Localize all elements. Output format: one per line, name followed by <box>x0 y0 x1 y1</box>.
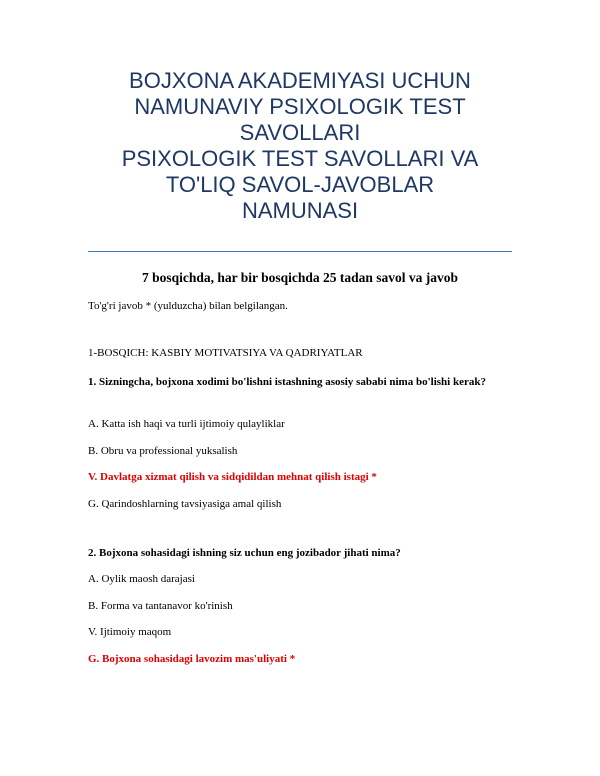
question-1-option-g: G. Qarindoshlarning tavsiyasiga amal qilish <box>88 498 282 510</box>
question-2-option-v: V. Ijtimoiy maqom <box>88 626 172 638</box>
title-line: SAVOLLARI <box>239 120 361 145</box>
title-divider <box>88 251 512 252</box>
question-2: 2. Bojxona sohasidagi ishning siz uchun eng jozibador jihati nima? <box>88 547 401 559</box>
question-1-option-b: B. Obru va professional yuksalish <box>88 445 238 457</box>
document-title <box>88 68 512 224</box>
title-line: TO'LIQ SAVOL-JAVOBLAR <box>165 172 435 197</box>
answer-key-note: To'g'ri javob * (yulduzcha) bilan belgilangan. <box>88 300 288 312</box>
question-1: 1. Sizningcha, bojxona xodimi bo'lishni istashning asosiy sababi nima bo'lishi kerak? <box>88 376 486 388</box>
subtitle: 7 bosqichda, har bir bosqichda 25 tadan savol va javob <box>141 270 459 285</box>
title-line: NAMUNASI <box>241 198 359 223</box>
question-1-option-v-correct: V. Davlatga xizmat qilish va sidqidildan mehnat qilish istagi * <box>88 471 377 483</box>
question-2-option-g-correct: G. Bojxona sohasidagi lavozim mas'uliyati * <box>88 653 296 665</box>
title-line: NAMUNAVIY PSIXOLOGIK TEST <box>134 94 466 119</box>
question-2-option-a: A. Oylik maosh darajasi <box>88 573 195 585</box>
question-1-option-a: A. Katta ish haqi va turli ijtimoiy qulayliklar <box>88 418 285 430</box>
title-line: BOJXONA AKADEMIYASI UCHUN <box>129 68 471 93</box>
section-heading: 1-BOSQICH: KASBIY MOTIVATSIYA VA QADRIYATLAR <box>88 347 363 359</box>
title-line: PSIXOLOGIK TEST SAVOLLARI VA <box>121 146 479 171</box>
question-2-option-b: B. Forma va tantanavor ko'rinish <box>88 600 233 612</box>
